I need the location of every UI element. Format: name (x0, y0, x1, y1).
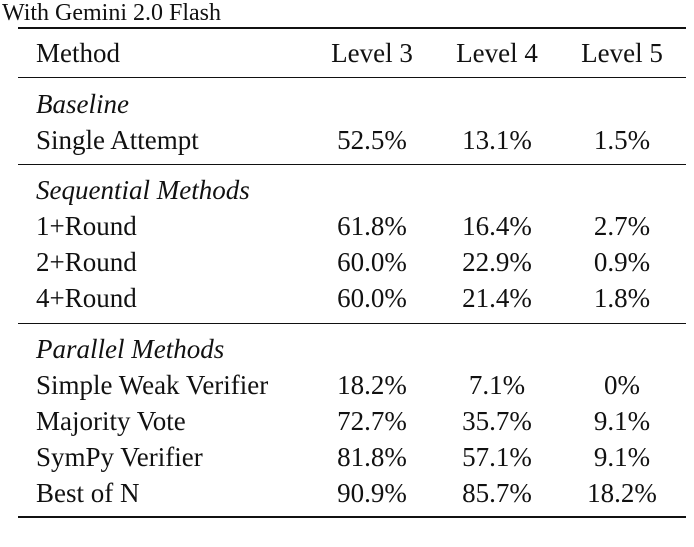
section-rule (18, 323, 686, 324)
row-value-level-5: 0% (604, 370, 640, 400)
row-method: 2+Round (36, 247, 137, 277)
row-value-level-5: 9.1% (593, 406, 651, 436)
row-value-level-4: 13.1% (462, 125, 532, 155)
row-value-level-5: 1.8% (593, 283, 651, 313)
row-value-level-3: 81.8% (337, 442, 407, 472)
row-method: Majority Vote (36, 406, 186, 436)
section-rule (18, 164, 686, 165)
row-value-level-5: 9.1% (593, 442, 651, 472)
row-value-level-5: 2.7% (593, 211, 651, 241)
section-title-baseline: Baseline (36, 89, 129, 119)
row-value-level-4: 35.7% (462, 406, 532, 436)
row-method: Simple Weak Verifier (36, 370, 269, 400)
row-value-level-4: 57.1% (462, 442, 532, 472)
row-value-level-4: 85.7% (462, 478, 532, 508)
table-caption: With Gemini 2.0 Flash (2, 0, 222, 26)
section-title-sequential: Sequential Methods (36, 175, 250, 205)
row-method: Single Attempt (36, 125, 199, 155)
row-value-level-3: 60.0% (337, 247, 407, 277)
section-title-parallel: Parallel Methods (36, 334, 225, 364)
row-value-level-4: 22.9% (462, 247, 532, 277)
row-value-level-3: 61.8% (337, 211, 407, 241)
header-method: Method (36, 38, 120, 68)
header-rule (18, 77, 686, 78)
row-value-level-3: 90.9% (337, 478, 407, 508)
row-value-level-4: 16.4% (462, 211, 532, 241)
row-method: 1+Round (36, 211, 137, 241)
bottom-rule (18, 516, 686, 518)
row-value-level-5: 1.5% (593, 125, 651, 155)
row-method: Best of N (36, 478, 140, 508)
header-level-3: Level 3 (331, 38, 413, 68)
header-level-4: Level 4 (456, 38, 538, 68)
row-value-level-4: 7.1% (468, 370, 526, 400)
row-value-level-5: 0.9% (593, 247, 651, 277)
header-level-5: Level 5 (581, 38, 663, 68)
row-value-level-3: 60.0% (337, 283, 407, 313)
row-value-level-3: 18.2% (337, 370, 407, 400)
row-value-level-5: 18.2% (587, 478, 657, 508)
row-method: 4+Round (36, 283, 137, 313)
row-method: SymPy Verifier (36, 442, 203, 472)
row-value-level-4: 21.4% (462, 283, 532, 313)
top-rule (18, 27, 686, 29)
row-value-level-3: 52.5% (337, 125, 407, 155)
row-value-level-3: 72.7% (337, 406, 407, 436)
